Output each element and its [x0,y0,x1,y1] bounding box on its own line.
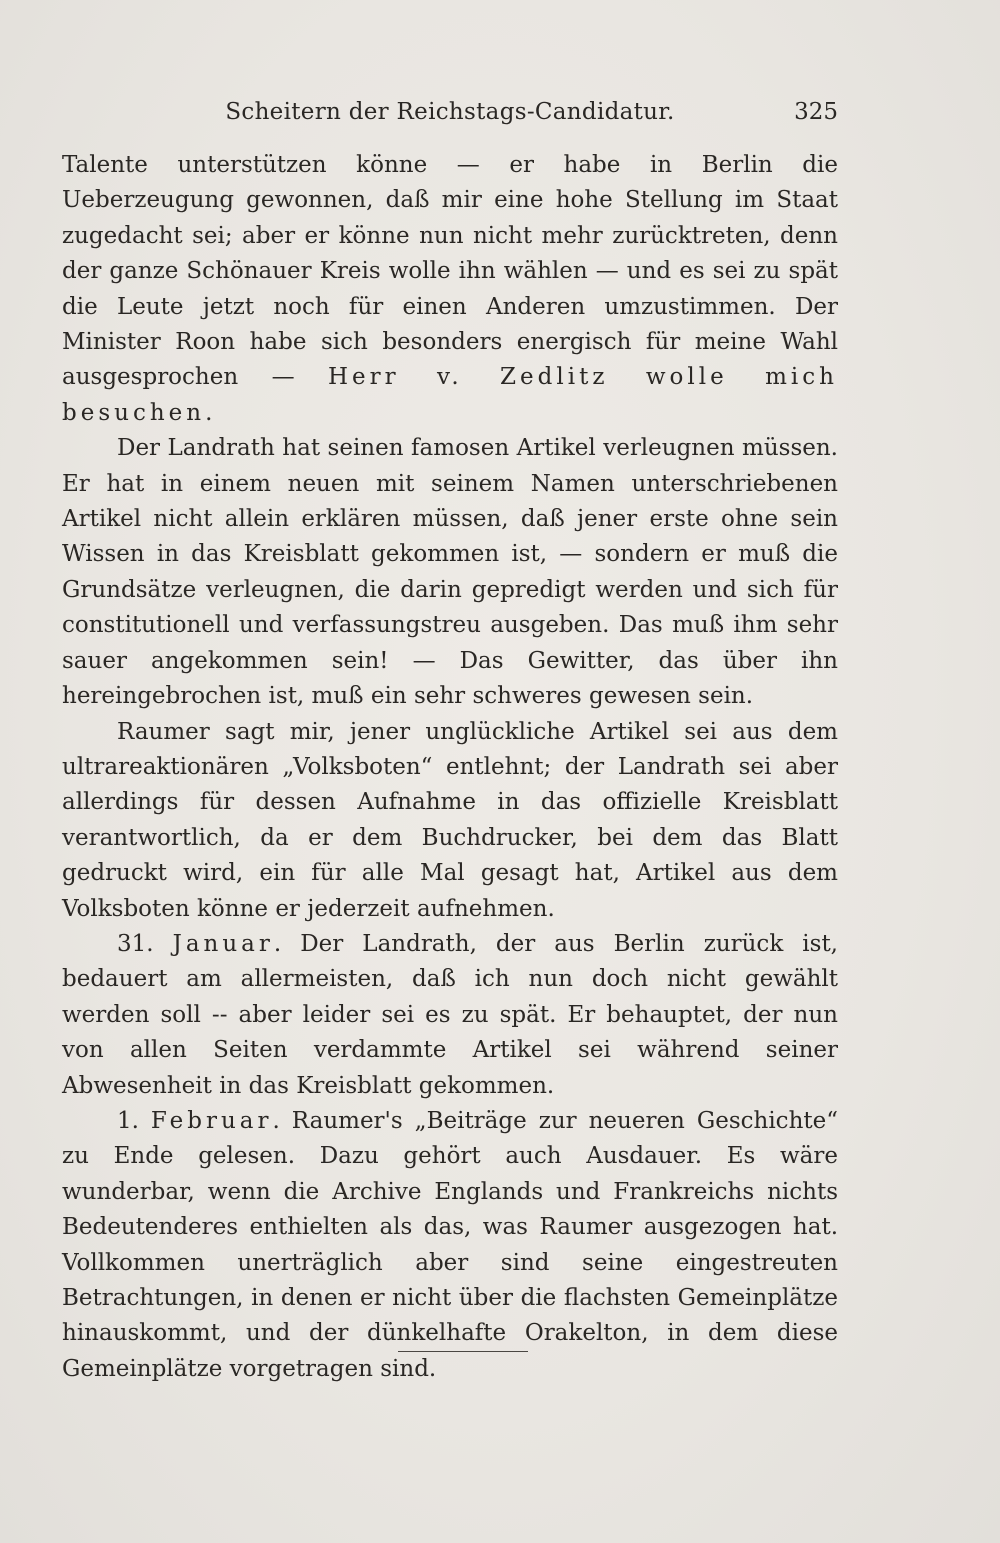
entry-text: . Der Landrath, der aus Berlin zurück ist, bedauert am allermeisten, daß ich nun doch nicht gewählt werden soll -- aber leider sei es zu spät. Er behauptet, der nun von allen Seiten verdammte Artikel sei während seiner Abwesenheit in das Kreisblatt gekommen. [62,930,838,1099]
running-title: Scheitern der Reichstags-Candidatur. [225,99,675,125]
entry-text: . Raumer's „Beiträge zur neueren Geschichte“ zu Ende gelesen. Dazu gehört auch Ausdauer. Es wäre wunderbar, wenn die Archive Englands und Frankreichs nichts Bedeutenderes enthielten als das, was Raumer ausgezogen hat. Vollkommen unerträglich aber sind seine eingestreuten Betrachtungen, in denen er nicht über die flachsten Gemeinplätze hinauskommt, und der dünkelhafte Orakelton, in dem diese Gemeinplätze vorgetragen sind. [62,1107,838,1382]
paragraph-text-end: . [205,399,213,426]
paragraph-raumer [62,715,838,927]
entry-day: 1. [117,1107,151,1134]
page-body [62,148,838,1387]
diary-entry-february-1 [62,1104,838,1387]
diary-entry-january-31 [62,927,838,1104]
paragraph-landrath [62,431,838,714]
paragraph-continuation [62,148,838,431]
paragraph-text: Der Landrath hat seinen famosen Artikel verleugnen müssen. Er hat in einem neuen mit seinem Namen unterschriebenen Artikel nicht allein erklären müssen, daß jener erste ohne sein Wissen in das Kreisblatt gekommen ist, — sondern er muß die Grundsätze verleugnen, die darin gepredigt werden und sich für constitutionell und verfassungstreu ausgeben. Das muß ihm sehr sauer angekommen sein! — Das Gewitter, das über ihn hereingebrochen ist, muß ein sehr schweres gewesen sein. [62,435,838,710]
page-number: 325 [794,99,838,125]
paragraph-text: Talente unterstützen könne — er habe in Berlin die Ueberzeugung gewonnen, daß mir eine hohe Stellung im Staat zugedacht sei; aber er könne nun nicht mehr zurücktreten, denn der ganze Schönauer Kreis wolle ihn wählen — und es sei zu spät die Leute jetzt noch für einen Anderen umzustimmen. Der Minister Roon habe sich besonders energisch für meine Wahl ausgesprochen — [62,152,838,391]
end-rule [398,1351,528,1352]
spaced-emphasis: Herr v. Zedlitz wolle mich besuchen [62,364,838,426]
entry-month: Januar [172,930,274,957]
page-header [62,92,838,132]
entry-day: 31. [117,930,173,957]
entry-month: Februar [150,1107,273,1134]
paragraph-text: Raumer sagt mir, jener unglückliche Artikel sei aus dem ultrareaktionären „Volksboten“ entlehnt; der Landrath sei aber allerdings für dessen Aufnahme in das offizielle Kreisblatt verantwortlich, da er dem Buchdrucker, bei dem das Blatt gedruckt wird, ein für alle Mal gesagt hat, Artikel aus dem Volksboten könne er jederzeit aufnehmen. [62,718,838,922]
